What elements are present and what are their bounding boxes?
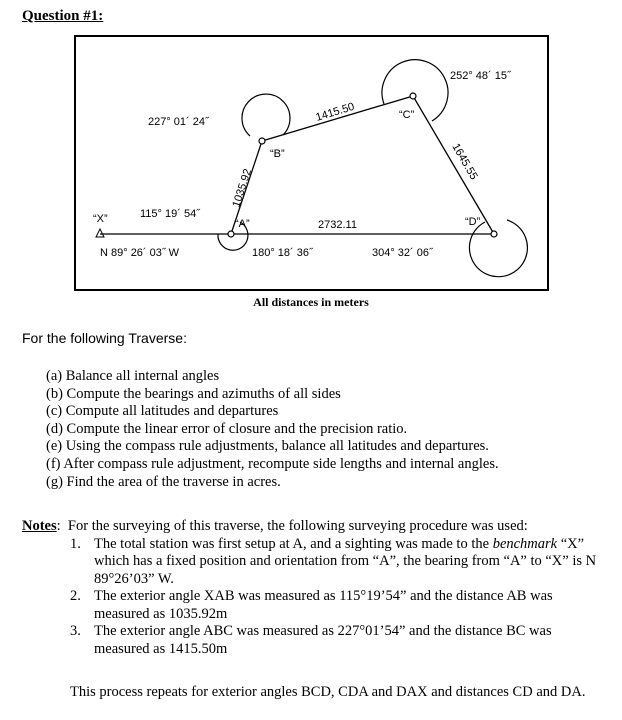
figure-caption: All distances in meters xyxy=(253,295,369,309)
label-distance-ab: 1035.92 xyxy=(230,167,255,209)
side-cd xyxy=(413,96,494,234)
arc-c xyxy=(382,60,448,121)
closing-paragraph: This process repeats for exterior angles BCD, CDA and DAX and distances CD and DA. xyxy=(70,684,586,700)
label-station-a: “A” xyxy=(235,218,250,230)
label-distance-cd: 1645.55 xyxy=(449,141,480,182)
label-station-c: “C” xyxy=(399,109,415,121)
station-b-marker xyxy=(259,138,265,144)
notes-section xyxy=(22,518,602,658)
station-a-marker xyxy=(228,231,234,237)
traverse-intro: For the following Traverse: xyxy=(22,330,187,346)
task-item: (b) Compute the bearings and azimuths of all sides xyxy=(46,385,341,402)
note-item: 1. The total station was first setup at A, and a sighting was made to the benchmark “X” which has a fixed position and orientation from “A”, the bearing from “A” to “X” is N 89°26’03” W. xyxy=(70,535,597,587)
label-angle-bcd: 252° 48´ 15˝ xyxy=(450,70,511,82)
task-item: (a) Balance all internal angles xyxy=(46,368,220,384)
notes-intro: Notes: For the surveying of this traverse, the following surveying procedure was used: xyxy=(22,518,528,534)
label-angle-dax: 180° 18´ 36˝ xyxy=(252,247,313,259)
label-distance-da: 2732.11 xyxy=(318,219,357,231)
label-angle-cda: 304° 32´ 06˝ xyxy=(372,247,433,259)
label-station-d: “D” xyxy=(465,216,481,228)
label-bearing-ax: N 89° 26´ 03˝ W xyxy=(100,247,179,259)
label-angle-xab: 115° 19´ 54˝ xyxy=(140,208,200,220)
station-d-marker xyxy=(491,231,497,237)
task-item: (d) Compute the linear error of closure and the precision ratio. xyxy=(46,420,408,437)
label-station-b: “B” xyxy=(270,148,285,160)
task-item: (e) Using the compass rule adjustments, balance all latitudes and departures. xyxy=(46,438,489,455)
note-item: 2. The exterior angle XAB was measured as 115°19’54” and the distance AB was measured as 1035.92m xyxy=(70,588,553,622)
task-item: (c) Compute all latitudes and departures xyxy=(46,403,279,420)
arc-d xyxy=(469,220,527,277)
task-item: (f) After compass rule adjustment, recompute side lengths and internal angles. xyxy=(46,455,499,472)
station-c-marker xyxy=(410,93,416,99)
arc-b xyxy=(242,94,290,136)
label-angle-abc: 227° 01´ 24˝ xyxy=(148,116,209,128)
task-item: (g) Find the area of the traverse in acres. xyxy=(46,473,281,490)
label-station-x: “X” xyxy=(93,213,108,225)
note-item: 3. The exterior angle ABC was measured as 227°01’54” and the distance BC was measured as 1415.50m xyxy=(70,623,552,657)
notes-label: Notes xyxy=(22,518,57,534)
label-distance-bc: 1415.50 xyxy=(314,100,356,124)
traverse-diagram xyxy=(0,0,622,310)
question-title: Question #1: xyxy=(22,8,104,24)
benchmark-x-marker xyxy=(96,229,104,237)
task-list xyxy=(46,368,499,491)
